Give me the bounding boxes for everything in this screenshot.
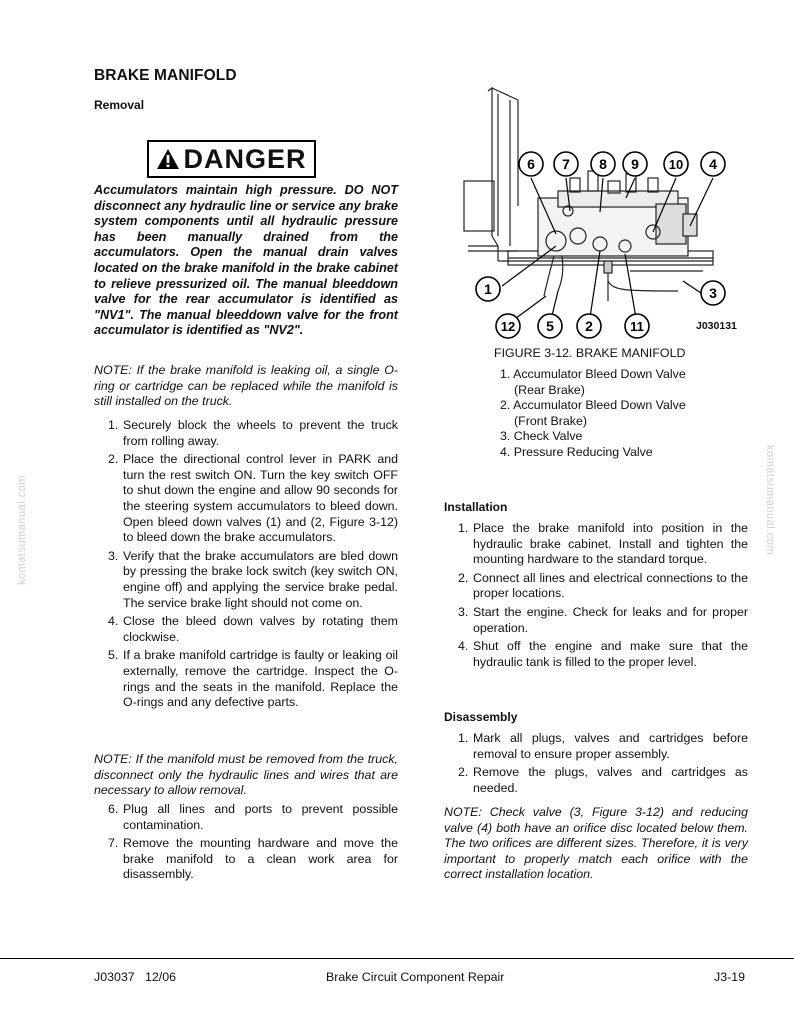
warning-triangle-icon [156,148,180,170]
step-text: Place the directional control lever in PARK and turn the rest switch ON. Turn the key switch OFF to shut down the engine and allow 90 seconds for the steering system accumulators to bleed down. Open bleed down valves (1) and (2, Figure 3-12) to bleed down the brake accumulators. [123,452,398,545]
footer-date: 12/06 [144,970,176,984]
installation-steps-list [444,521,748,673]
step-text: If a brake manifold cartridge is faulty or leaking oil externally, remove the cartridge. Inspect the O-rings and the seats in the manifold. Replace the O-rings and any defective parts. [123,648,398,710]
installation-heading: Installation [444,500,508,514]
removal-steps-list [94,418,398,714]
callout-number: 9 [631,156,639,172]
removal-step [94,418,398,449]
callout-number: 12 [500,319,516,334]
figure-legend-subitem: (Front Brake) [514,413,587,428]
step-number: 7. [108,836,119,851]
footer-rule [0,958,794,959]
figure-legend-item: 3. Check Valve [500,429,583,444]
removal-step [94,802,398,833]
danger-text: Accumulators maintain high pressure. DO NOT disconnect any hydraulic line or service any brake system components until all hydraulic pressure has been manually drained from the accumulators. Open the manual drain valves located on the brake manifold in the brake cabinet to relieve pressurized oil. The manual bleeddown valve for the rear accumulator is identified as "NV1". The manual bleeddown valve for the front accumulator is identified as "NV2". [94,183,398,338]
step-text: Verify that the brake accumulators are bled down by pressing the brake lock switch (key switch ON, engine off) and applying the service brake pedal. The service brake light should not come on. [123,548,398,610]
step-text: Mark all plugs, valves and cartridges before removal to ensure proper assembly. [473,731,748,761]
step-number: 4. [108,614,119,629]
step-text: Place the brake manifold into position in the hydraulic brake cabinet. Install and tighten the mounting hardware to the standard torque. [473,521,748,567]
step-number: 6. [108,802,119,816]
danger-label: DANGER [183,143,307,174]
footer-doc-id [94,970,176,984]
footer-page-number: J3-19 [714,970,745,984]
step-number: 2. [108,452,119,467]
figure-legend-item: 4. Pressure Reducing Valve [500,444,653,459]
callout-number: 7 [562,156,570,172]
step-text: Shut off the engine and make sure that the hydraulic tank is filled to the proper level. [473,639,748,669]
callout-number: 4 [709,156,717,172]
figure-legend-subitem: (Rear Brake) [514,382,585,397]
removal-step [94,452,398,546]
page-title: BRAKE MANIFOLD [94,67,237,84]
step-text: Remove the mounting hardware and move the brake manifold to a clean work area for disassembly. [123,836,398,882]
installation-step [444,521,748,568]
step-number: 1. [108,418,119,432]
brake-manifold-illustration [458,86,758,346]
step-text: Securely block the wheels to prevent the truck from rolling away. [123,418,398,448]
brake-manifold-figure [458,86,758,346]
removal-step [94,614,398,645]
figure-legend-item: 1. Accumulator Bleed Down Valve [500,367,686,381]
disassembly-heading: Disassembly [444,710,518,724]
callout-number: 6 [527,156,535,172]
callout-number: 5 [546,318,554,334]
removal-step [94,648,398,710]
step-number: 2. [458,570,469,585]
note-orifice: NOTE: Check valve (3, Figure 3-12) and reducing valve (4) both have an orifice disc located below them. The two orifices are different sizes. Therefore, it is very important to properly match each orifice with the correct installation location. [444,805,748,882]
installation-step [444,639,748,670]
figure-legend [500,367,740,461]
watermark-left: komatsumanual.com [16,475,28,585]
removal-step [94,549,398,611]
disassembly-step [444,731,748,762]
removal-step [94,836,398,883]
step-number: 4. [458,639,469,654]
step-number: 3. [458,604,469,619]
disassembly-steps-list [444,731,748,799]
step-number: 1. [458,731,469,745]
disassembly-step [444,765,748,796]
callout-number: 1 [484,281,492,297]
callout-number: 8 [599,156,607,172]
step-text: Start the engine. Check for leaks and for proper operation. [473,604,748,635]
callout-number: 3 [709,285,717,301]
step-text: Plug all lines and ports to prevent possible contamination. [123,802,398,832]
step-text: Close the bleed down valves by rotating them clockwise. [123,614,398,644]
removal-steps-list-continued [94,802,398,886]
figure-code: J030131 [696,320,737,332]
callout-number: 2 [585,318,593,334]
note-removal: NOTE: If the manifold must be removed from the truck, disconnect only the hydraulic lines and wires that are necessary to allow removal. [94,752,398,798]
step-text: Remove the plugs, valves and cartridges as needed. [473,765,748,795]
watermark-right: komatsumanual.com [764,445,776,555]
step-number: 1. [458,521,469,535]
removal-heading: Removal [94,98,145,112]
step-number: 2. [458,765,469,780]
figure-legend-item: 2. Accumulator Bleed Down Valve [500,398,686,413]
callout-number: 11 [630,319,644,334]
callout-number: 10 [668,157,684,172]
footer-doc-number: J03037 [94,970,135,984]
installation-step [444,571,748,602]
installation-step [444,605,748,636]
step-text: Connect all lines and electrical connections to the proper locations. [473,570,748,601]
step-number: 3. [108,548,119,563]
footer-section-title: Brake Circuit Component Repair [326,970,505,984]
danger-sign [147,140,316,178]
note-leaking: NOTE: If the brake manifold is leaking oil, a single O-ring or cartridge can be replaced while the manifold is still installed on the truck. [94,363,398,409]
figure-caption: FIGURE 3-12. BRAKE MANIFOLD [494,346,686,360]
step-number: 5. [108,648,119,663]
